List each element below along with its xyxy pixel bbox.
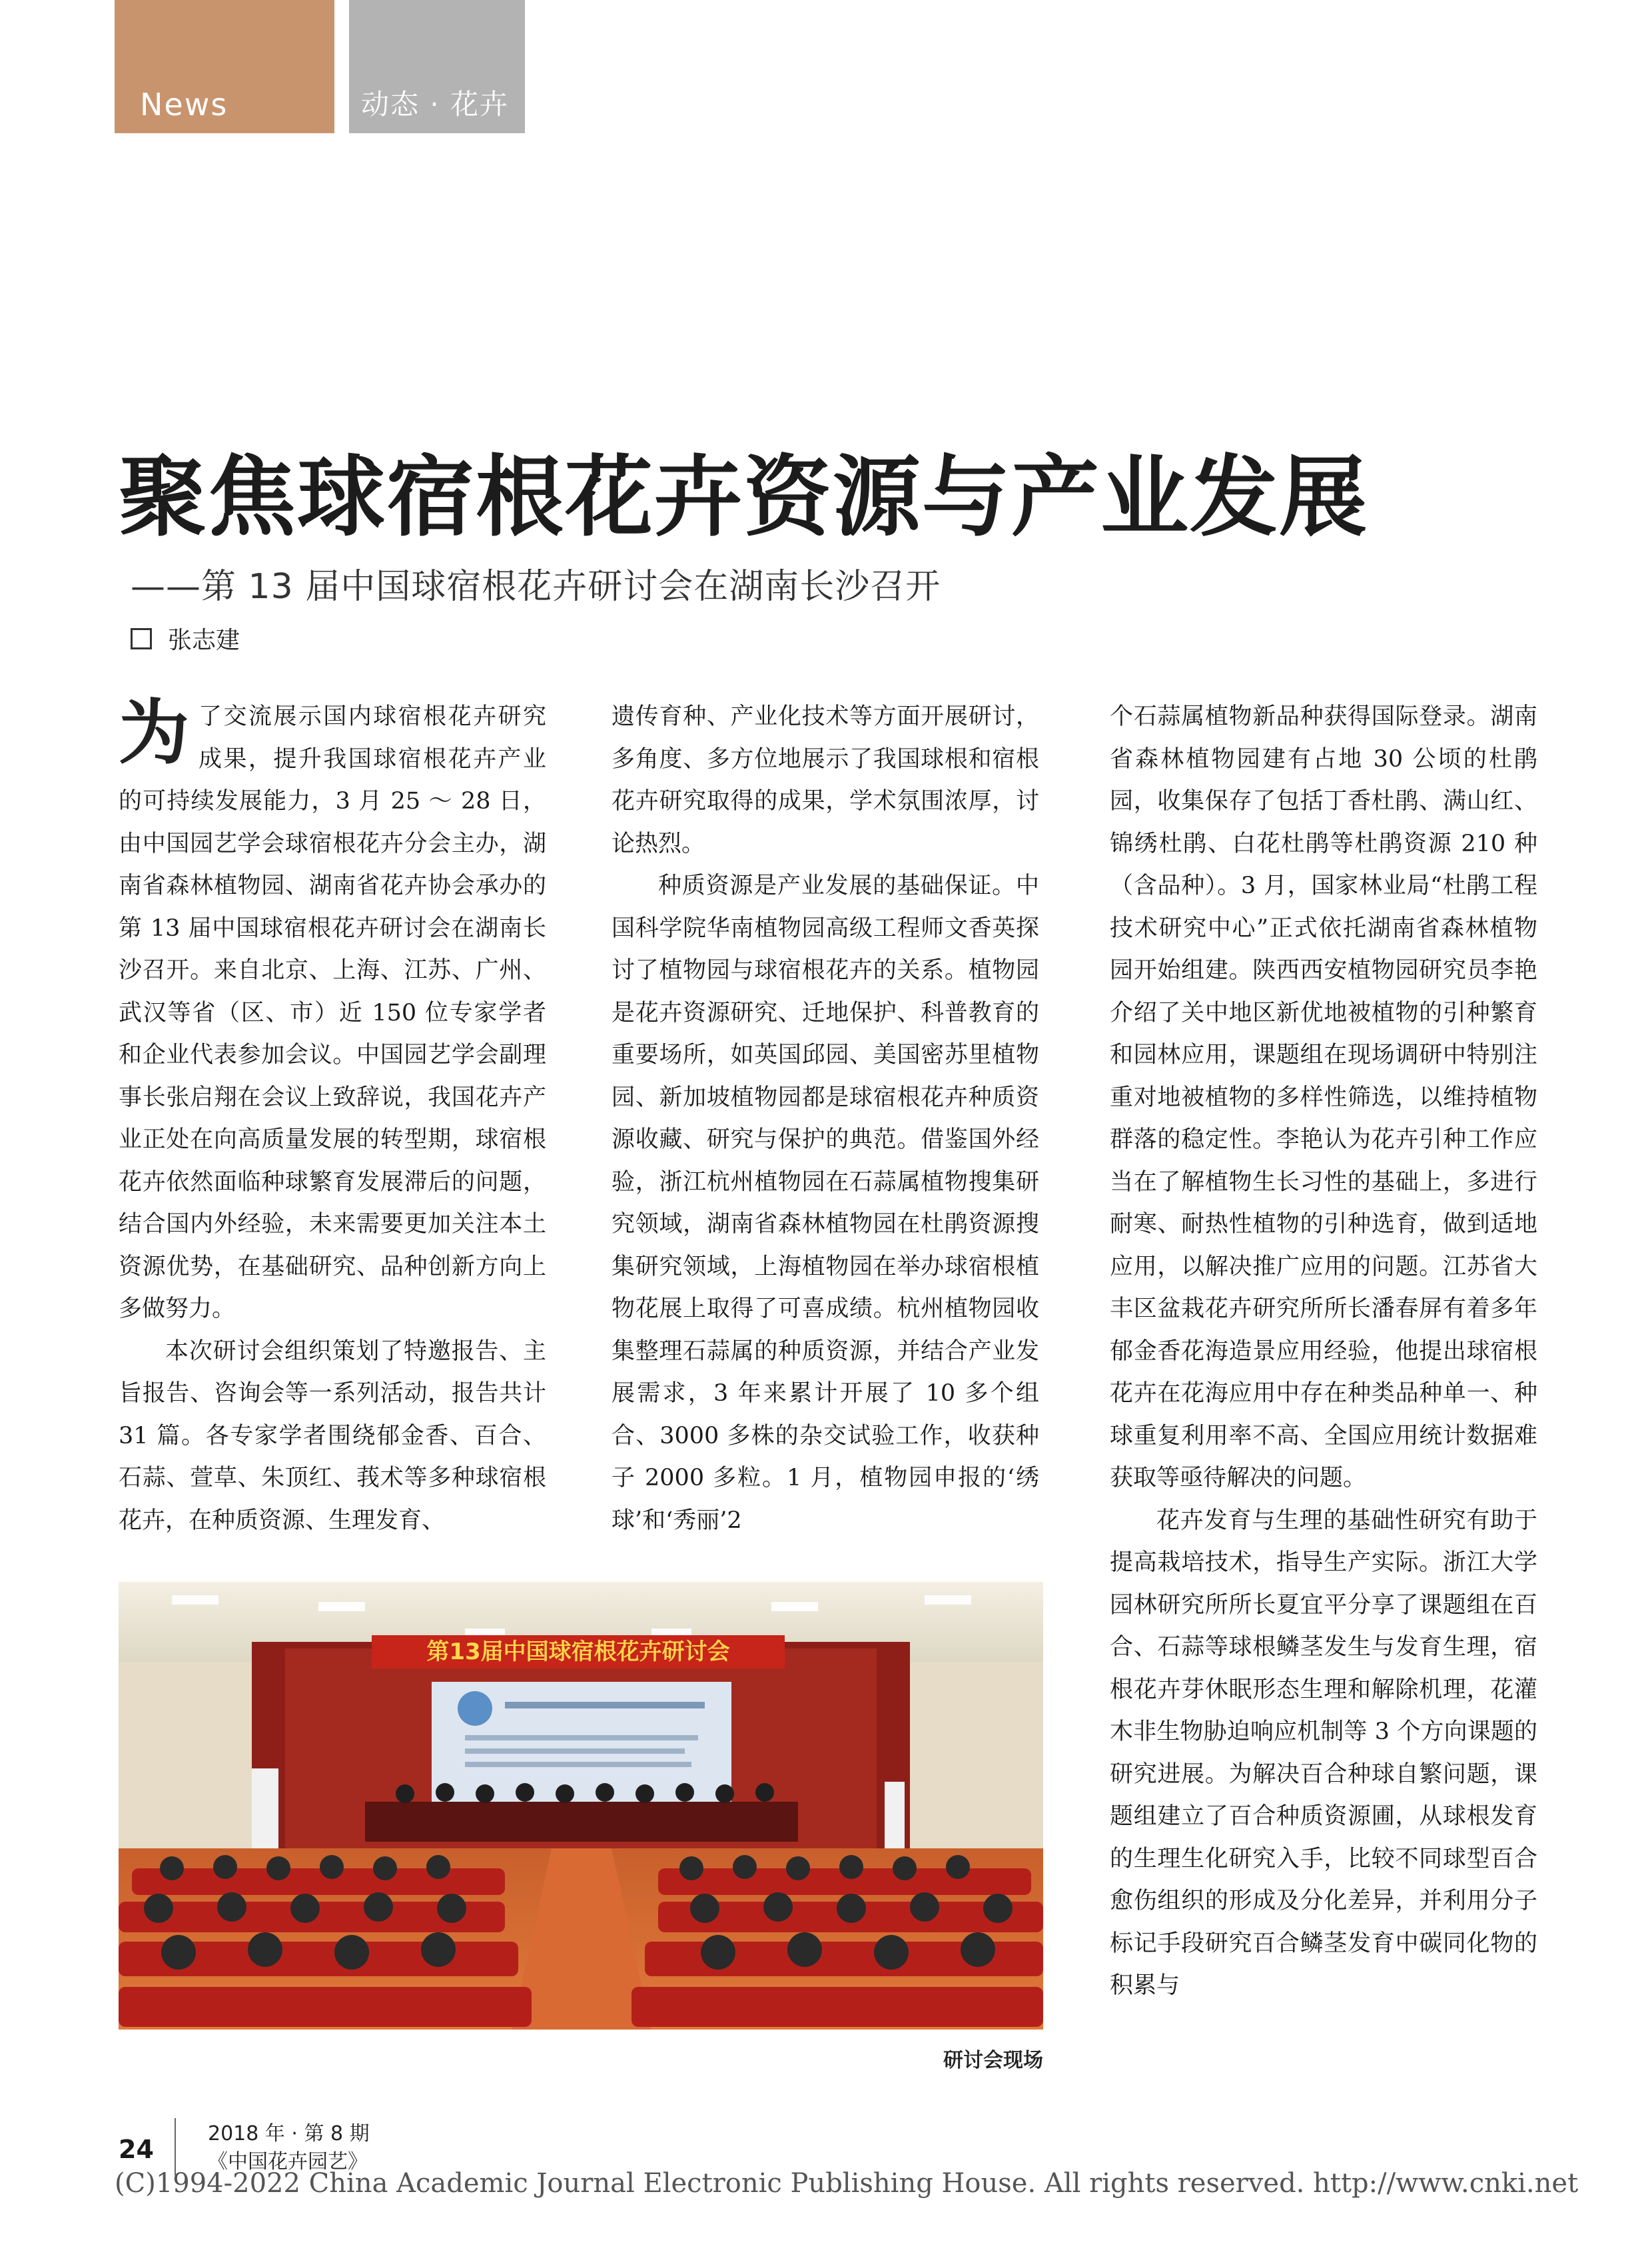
- paragraph: 遗传育种、产业化技术等方面开展研讨，多角度、多方位地展示了我国球根和宿根花卉研究取得的成果，学术氛围浓厚，讨论热烈。: [612, 703, 1039, 857]
- paragraph: 本次研讨会组织策划了特邀报告、主旨报告、咨询会等一系列活动，报告共计 31 篇。各专家学者围绕郁金香、百合、石蒜、萱草、朱顶红、莪术等多种球宿根花卉，在种质资源、生理发育、: [119, 1337, 546, 1534]
- column-3: [1110, 696, 1537, 2008]
- page-number: 24: [119, 2135, 154, 2164]
- conference-hall-illustration: [119, 1582, 1043, 2030]
- paragraph: 个石蒜属植物新品种获得国际登录。湖南省森林植物园建有占地 30 公顷的杜鹃园，收集保存了包括丁香杜鹃、满山红、锦绣杜鹃、白花杜鹃等杜鹃资源 210 种（含品种）。3 月，国家林业局“杜鹃工程技术研究中心”正式依托湖南省森林植物园开始组建。陕西西安植物园研究员李艳介绍了关中地区新优地被植物的引种繁育和园林应用，课题组在现场调研中特别注重对地被植物的多样性筛选，以维持植物群落的稳定性。李艳认为花卉引种工作应当在了解植物生长习性的基础上，多进行耐寒、耐热性植物的引种选育，做到适地应用，以解决推广应用的问题。江苏省大丰区盆栽花卉研究所所长潘春屏有着多年郁金香花海造景应用经验，他提出球宿根花卉在花海应用中存在种类品种单一、种球重复利用率不高、全国应用统计数据难获取等亟待解决的问题。: [1110, 703, 1537, 1491]
- column-1: [119, 692, 546, 1542]
- author-line: [131, 621, 240, 655]
- conference-photo: [119, 1582, 1043, 2030]
- news-tab: [115, 0, 334, 133]
- paragraph: [119, 692, 546, 1331]
- photo-caption: 研讨会现场: [943, 2049, 1043, 2072]
- category-tab: [349, 0, 525, 133]
- news-tab-label: News: [140, 87, 228, 123]
- dropcap: 为: [119, 692, 189, 774]
- copyright-line: (C)1994-2022 China Academic Journal Electronic Publishing House. All rights reserved. http://www.cnki.net: [115, 2168, 1579, 2199]
- article-title: 聚焦球宿根花卉资源与产业发展: [119, 446, 1368, 549]
- footer-divider: [175, 2118, 176, 2175]
- square-icon: [131, 628, 152, 649]
- paragraph: 花卉发育与生理的基础性研究有助于提高栽培技术，指导生产实际。浙江大学园林研究所所长夏宜平分享了课题组在百合、石蒜等球根鳞茎发生与发育生理，宿根花卉芽休眠形态生理和解除机理，花灌木非生物胁迫响应机制等 3 个方向课题的研究进展。为解决百合种球自繁问题，课题组建立了百合种质资源圃，从球根发育的生理生化研究入手，比较不同球型百合愈伤组织的形成及分化差异，并利用分子标记手段研究百合鳞茎发育中碳同化物的积累与: [1110, 1507, 1537, 1999]
- journal-name: 《中国花卉园艺》: [208, 2150, 368, 2173]
- author-name: 张志建: [168, 627, 240, 654]
- column-2: [612, 696, 1039, 1542]
- category-tab-label: 动态 · 花卉: [361, 88, 510, 121]
- article-subtitle: ——第 13 届中国球宿根花卉研讨会在湖南长沙召开: [131, 567, 941, 607]
- paragraph-text: 了交流展示国内球宿根花卉研究成果，提升我国球宿根花卉产业的可持续发展能力，3 月 25 ～ 28 日，由中国园艺学会球宿根花卉分会主办，湖南省森林植物园、湖南省花卉协会承办的第 13 届中国球宿根花卉研讨会在湖南长沙召开。来自北京、上海、江苏、广州、武汉等省（区、市）近 150 位专家学者和企业代表参加会议。中国园艺学会副理事长张启翔在会议上致辞说，我国花卉产业正处在向高质量发展的转型期，球宿根花卉依然面临种球繁育发展滞后的问题，结合国内外经验，未来需要更加关注本土资源优势，在基础研究、品种创新方向上多做努力。: [119, 703, 546, 1322]
- banner-text: 第13届中国球宿根花卉研讨会: [426, 1639, 730, 1665]
- paragraph: 种质资源是产业发展的基础保证。中国科学院华南植物园高级工程师文香英探讨了植物园与球宿根花卉的关系。植物园是花卉资源研究、迁地保护、科普教育的重要场所，如英国邱园、美国密苏里植物园、新加坡植物园都是球宿根花卉种质资源收藏、研究与保护的典范。借鉴国外经验，浙江杭州植物园在石蒜属植物搜集研究领域，湖南省森林植物园在杜鹃资源搜集研究领域，上海植物园在举办球宿根植物花展上取得了可喜成绩。杭州植物园收集整理石蒜属的种质资源，并结合产业发展需求，3 年来累计开展了 10 多个组合、3000 多株的杂交试验工作，收获种子 2000 多粒。1 月，植物园申报的‘绣球’和‘秀丽’2: [612, 873, 1039, 1534]
- issue-info: 2018 年 · 第 8 期: [208, 2122, 370, 2145]
